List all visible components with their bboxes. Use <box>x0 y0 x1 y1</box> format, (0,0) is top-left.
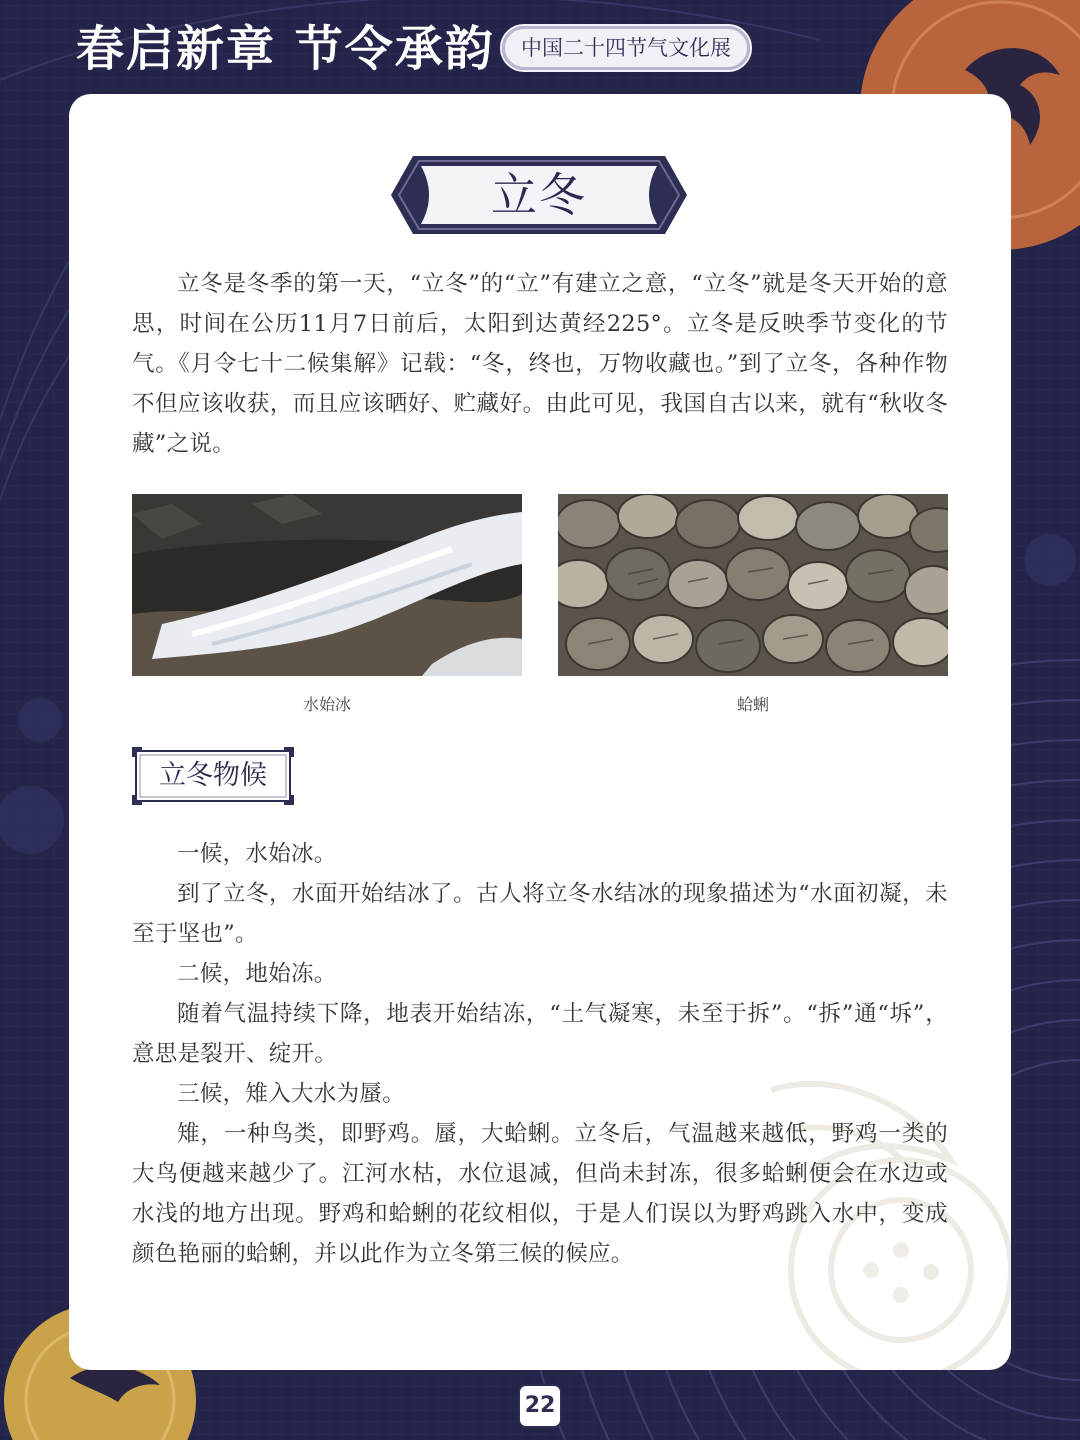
intro-paragraph: 立冬是冬季的第一天，“立冬”的“立”有建立之意，“立冬”就是冬天开始的意思，时间在公历11月7日前后，太阳到达黄经225°。立冬是反映季节变化的节气。《月令七十二候集解》记载：“冬，终也，万物收藏也。”到了立冬，各种作物不但应该收获，而且应该晒好、贮藏好。由此可见，我国自古以来，就有“秋收冬藏”之说。 <box>132 271 948 457</box>
photo-caption-frozen-stream: 水始冰 <box>302 695 351 714</box>
phenology-paragraph: 三候，雉入大水为蜃。 <box>177 1081 406 1107</box>
phenology-paragraph: 到了立冬，水面开始结冰了。古人将立冬水结冰的现象描述为“水面初凝，未至于坚也”。 <box>132 881 948 947</box>
phenology-text <box>132 834 948 1274</box>
header-badge: 中国二十四节气文化展 <box>502 26 750 70</box>
term-title: 立冬 <box>491 168 587 222</box>
content-card <box>69 94 1011 1370</box>
phenology-paragraph: 雉，一种鸟类，即野鸡。蜃，大蛤蜊。立冬后，气温越来越低，野鸡一类的大鸟便越来越少了。江河水枯，水位退减，但尚未封冻，很多蛤蜊便会在水边或水浅的地方出现。野鸡和蛤蜊的花纹相似，于是人们误以为野鸡跳入水中，变成颜色艳丽的蛤蜊，并以此作为立冬第三候的候应。 <box>132 1121 948 1267</box>
frozen-stream-photo <box>132 494 522 676</box>
clams-photo <box>558 494 948 676</box>
phenology-paragraph: 一候，水始冰。 <box>177 841 337 867</box>
section-heading: 立冬物候 <box>159 760 267 791</box>
photo-caption-clams: 蛤蜊 <box>736 695 769 714</box>
term-title-plaque <box>391 156 687 234</box>
phenology-paragraph: 随着气温持续下降，地表开始结冻，“土气凝寒，未至于拆”。“拆”通“坼”，意思是裂开、绽开。 <box>132 1001 948 1067</box>
page-number: 22 <box>518 1384 562 1428</box>
phenology-paragraph: 二候，地始冻。 <box>177 961 337 987</box>
header-title: 春启新章 节令承韵 <box>76 21 495 77</box>
section-heading-frame <box>132 747 294 805</box>
